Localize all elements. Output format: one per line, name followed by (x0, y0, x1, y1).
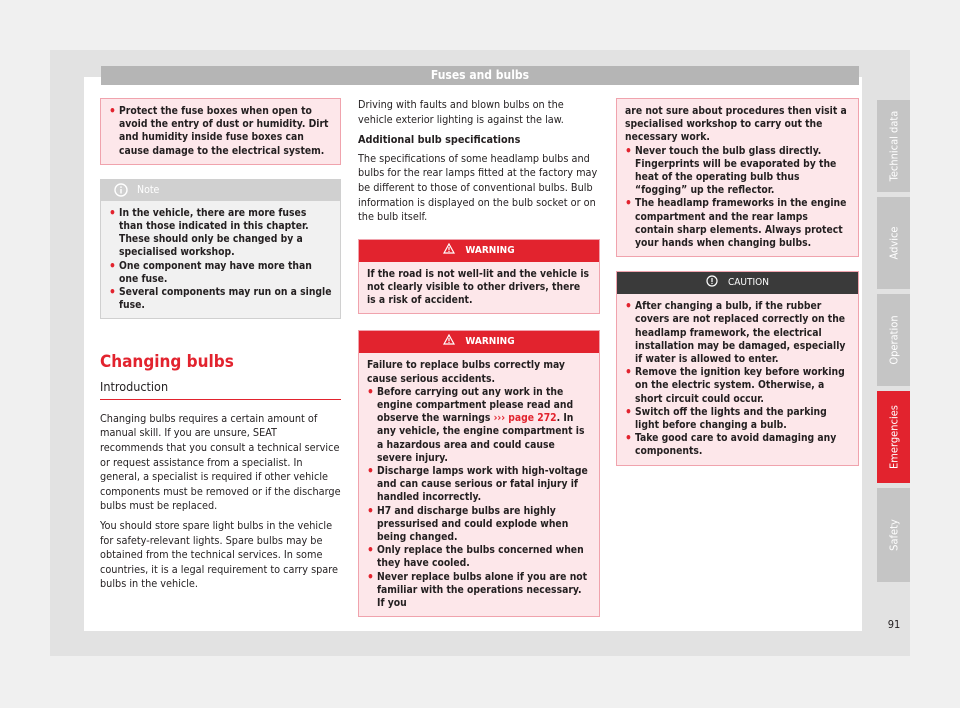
note-item: • Several components may run on a single fuse. (109, 286, 332, 312)
note-box (100, 179, 341, 320)
body-paragraph: Driving with faults and blown bulbs on the vehicle exterior lighting is against the law. (358, 98, 564, 126)
warning-item: • Never touch the bulb glass directly. Fingerprints will be evaporated by the heat of the operating bulb thus “fogging” up the reflector. (625, 145, 850, 198)
subheading: Additional bulb specifications (358, 133, 521, 147)
side-tab-safety[interactable]: Safety (877, 488, 910, 582)
side-tab-advice[interactable]: Advice (877, 197, 910, 289)
warning-intro: Failure to replace bulbs correctly may cause serious accidents. (367, 359, 565, 385)
side-tab-operation[interactable]: Operation (877, 294, 910, 386)
column-2 (358, 98, 600, 617)
warning-item: • Only replace the bulbs concerned when they have cooled. (367, 544, 591, 570)
caution-item: • Take good care to avoid damaging any components. (625, 432, 850, 458)
caution-header (617, 272, 858, 294)
note-item: • In the vehicle, there are more fuses than those indicated in this chapter. These should only be changed by a specialised workshop. (109, 207, 332, 260)
caution-item: • Switch off the lights and the parking light before changing a bulb. (625, 406, 850, 432)
page-link[interactable]: ››› page 272 (493, 412, 557, 425)
warning-box-2-continued (616, 98, 859, 257)
body-paragraph: Changing bulbs requires a certain amount of manual skill. If you are unsure, SEAT recommends that you consult a technical service or request assistance from a specialist. In general, a specialist is required if other vehicle components must be removed or if the discharge bulbs must be replaced. (100, 411, 341, 513)
page-number: 91 (887, 618, 901, 631)
warning-triangle-icon (443, 331, 455, 353)
side-tab-technical-data[interactable]: Technical data (877, 100, 910, 192)
warning-item: • Never replace bulbs alone if you are not familiar with the operations necessary. If you (367, 571, 591, 611)
warning-item: • H7 and discharge bulbs are highly pressurised and could explode when being changed. (367, 505, 591, 545)
note-item: • One component may have more than one fuse. (109, 260, 332, 286)
warning-title: WARNING (465, 336, 515, 348)
caution-title: CAUTION (728, 277, 769, 289)
warning-item: • The headlamp frameworks in the engine compartment and the rear lamps contain sharp elements. Always protect your hands when changing bulbs. (625, 197, 850, 250)
caution-item: • After changing a bulb, if the rubber covers are not replaced correctly on the headlamp framework, the electrical installation may be damaged, especially if water is allowed to enter. (625, 300, 850, 366)
info-icon (114, 183, 128, 205)
note-header (101, 180, 340, 201)
warning-box-1 (358, 239, 600, 315)
warning-header (359, 331, 599, 353)
fuse-warning-box (100, 98, 341, 165)
warning-box-2 (358, 330, 600, 617)
body-paragraph: The specifications of some headlamp bulbs and bulbs for the rear lamps fitted at the factory may be different to those of conventional bulbs. Bulb information is displayed on the bulb socket or on the bulb itself. (358, 151, 598, 224)
fuse-warning-text: • Protect the fuse boxes when open to avoid the entry of dust or humidity. Dirt and humidity inside fuse boxes can cause damage to the electrical system. (109, 105, 332, 158)
column-3 (616, 98, 859, 466)
chapter-header: Fuses and bulbs (101, 66, 859, 85)
section-title: Changing bulbs (100, 352, 234, 373)
warning-item: • Before carrying out any work in the engine compartment please read and observe the warnings ››› page 272. In any vehicle, the engine compartment is a hazardous area and could cause severe injury. (367, 386, 591, 465)
caution-item: • Remove the ignition key before working on the electric system. Otherwise, a short circuit could occur. (625, 366, 850, 406)
warning-title: WARNING (465, 244, 515, 256)
caution-box (616, 271, 859, 465)
warning-text: If the road is not well-lit and the vehicle is not clearly visible to other drivers, there is a risk of accident. (367, 267, 590, 307)
warning-triangle-icon (443, 240, 455, 262)
caution-icon (706, 272, 718, 294)
warning-item: • Discharge lamps work with high-voltage and can cause serious or fatal injury if handled incorrectly. (367, 465, 591, 505)
side-tab-emergencies[interactable]: Emergencies (877, 391, 910, 483)
subsection-title: Introduction (100, 378, 169, 394)
column-1 (100, 98, 341, 592)
note-title: Note (137, 183, 160, 196)
body-paragraph: You should store spare light bulbs in the vehicle for safety-relevant lights. Spare bulbs may be obtained from the technical services. In some countries, it is a legal requirement to carry spare bulbs in the vehicle. (100, 519, 338, 591)
warning-continued-text: are not sure about procedures then visit a specialised workshop to carry out the necessary work. (625, 105, 847, 144)
warning-header (359, 240, 599, 262)
subsection-divider (100, 399, 341, 400)
